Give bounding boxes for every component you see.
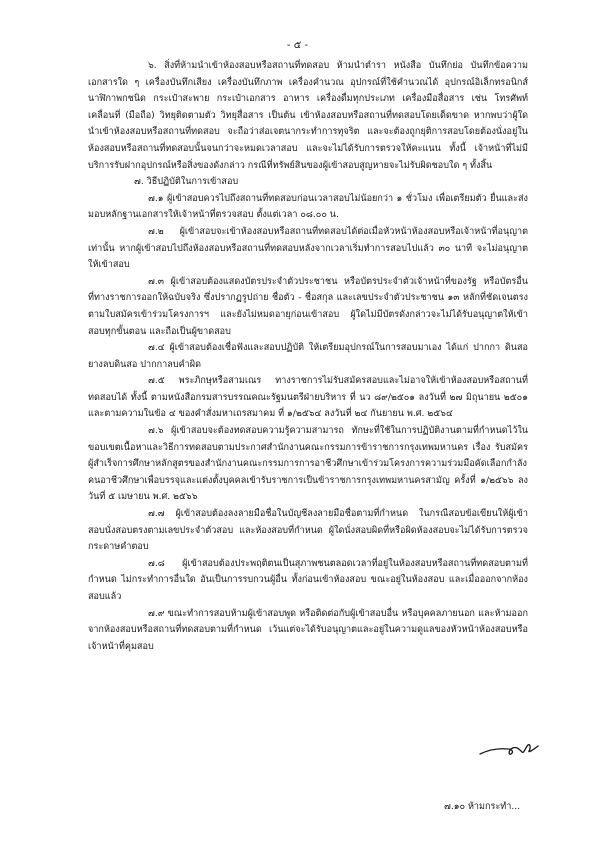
item-7-5: ๗.๕ พระภิกษุหรือสามเณร ทางราชการไม่รับสมัครสอบและไม่อาจให้เข้าห้องสอบหรือสถานที่ทดสอบได้ ทั้งนี้ ตามหนังสือกรมสารบรรณคณะรัฐมนตรีฝ่ายบริหาร ที่ นว ๘๙/๒๕๐๑ ลงวันที่ ๒๗ มิถุนายน ๒๕๐๑ และตามความในข้อ ๔ ของคำสั่งมหาเถรสมาคม ที่ ๑/๒๕๖๔ ลงวันที่ ๒๔ กันยายน พ.ศ. ๒๕๖๔ xyxy=(88,376,528,420)
section-6-paragraph: ๖. สิ่งที่ห้ามนำเข้าห้องสอบหรือสถานที่ทดสอบ ห้ามนำตำรา หนังสือ บันทึกย่อ บันทึกข้อความ เอกสารใด ๆ เครื่องบันทึกเสียง เครื่องบันทึกภาพ เครื่องคำนวณ อุปกรณ์ที่ใช้คำนวณได้ อุปกรณ์อิเล็กทรอนิกส์ นาฬิกาพกชนิด กระเป๋าสะพาย กระเป๋าเอกสาร อาหาร เครื่องดื่มทุกประเภท เครื่องมือสื่อสาร เช่น โทรศัพท์เคลื่อนที่ (มือถือ) วิทยุติดตามตัว วิทยุสื่อสาร เป็นต้น เข้าห้องสอบหรือสถานที่ทดสอบโดยเด็ดขาด หากพบว่าผู้ใดนำเข้าห้องสอบหรือสถานที่ทดสอบ จะถือว่าส่อเจตนากระทำการทุจริต และจะต้องถูกยุติการสอบโดยต้องนั่งอยู่ในห้องสอบหรือสถานที่ทดสอบนั้นจนกว่าจะหมดเวลาสอบ และจะไม่ได้รับการตรวจให้คะแนน ทั้งนี้ เจ้าหน้าที่ไม่มีบริการรับฝากอุปกรณ์หรือสิ่งของดังกล่าว กรณีที่ทรัพย์สินของผู้เข้าสอบสูญหายจะไม่รับผิดชอบใด ๆ ทั้งสิ้น xyxy=(88,61,528,171)
item-7-3: ๗.๓ ผู้เข้าสอบต้องแสดงบัตรประจำตัวประชาชน หรือบัตรประจำตัวเจ้าหน้าที่ของรัฐ หรือบัตรอื่นที่ทางราชการออกให้ฉบับจริง ซึ่งปรากฏรูปถ่าย ชื่อตัว - ชื่อสกุล และเลขประจำตัวประชาชน ๑๓ หลักที่ชัดเจนตรงตามใบสมัครเข้าร่วมโครงการฯ และยังไม่หมดอายุก่อนเข้าสอบ ผู้ใดไม่มีบัตรดังกล่าวจะไม่ได้รับอนุญาตให้เข้าสอบทุกขั้นตอน และถือเป็นผู้ขาดสอบ xyxy=(88,276,528,337)
document-body xyxy=(88,58,528,655)
item-7-9: ๗.๙ ขณะทำการสอบห้ามผู้เข้าสอบพูด หรือติดต่อกับผู้เข้าสอบอื่น หรือบุคคลภายนอก และห้ามออกจากห้องสอบหรือสถานที่ทดสอบตามที่กำหนด เว้นแต่จะได้รับอนุญาตและอยู่ในความดูแลของหัวหน้าห้องสอบหรือเจ้าหน้าที่คุมสอบ xyxy=(88,608,528,652)
item-7-4: ๗.๔ ผู้เข้าสอบต้องเชื่อฟังและสอบปฏิบัติ ให้เตรียมอุปกรณ์ในการสอบมาเอง ได้แก่ ปากกา ดินสอ ยางลบดินสอ ปากกาลบคำผิด xyxy=(88,343,528,370)
item-7-6: ๗.๖ ผู้เข้าสอบจะต้องทดสอบความรู้ความสามารถ ทักษะที่ใช้ในการปฏิบัติงานตามที่กำหนดไว้ในขอบเขตเนื้อหาและวิธีการทดสอบตามประกาศสำนักงานคณะกรรมการข้าราชการกรุงเทพมหานคร เรื่อง รับสมัครผู้สำเร็จการศึกษาหลักสูตรของสำนักงานคณะกรรมการการอาชีวศึกษาเข้าร่วมโครงการความร่วมมือคัดเลือกกำลังคนอาชีวศึกษาเพื่อบรรจุและแต่งตั้งบุคคลเข้ารับราชการเป็นข้าราชการกรุงเทพมหานครสามัญ ครั้งที่ ๑/๒๕๖๖ ลงวันที่ ๕ เมษายน พ.ศ. ๒๕๖๖ xyxy=(88,426,528,503)
item-7-8: ๗.๘ ผู้เข้าสอบต้องประพฤติตนเป็นสุภาพชนตลอดเวลาที่อยู่ในห้องสอบหรือสถานที่ทดสอบตามที่กำหนด ไม่กระทำการอื่นใด อันเป็นการรบกวนผู้อื่น ทั้งก่อนเข้าห้องสอบ ขณะอยู่ในห้องสอบ และเมื่อออกจากห้องสอบแล้ว xyxy=(88,558,528,602)
item-7-1: ๗.๑ ผู้เข้าสอบควรไปถึงสถานที่ทดสอบก่อนเวลาสอบไม่น้อยกว่า ๑ ชั่วโมง เพื่อเตรียมตัว ยื่นและส่งมอบหลักฐานเอกสารให้เจ้าหน้าที่ตรวจสอบ ตั้งแต่เวลา ๐๘.๐๐ น. xyxy=(88,193,528,221)
item-7-7: ๗.๗ ผู้เข้าสอบต้องลงลายมือชื่อในบัญชีลงลายมือชื่อตามที่กำหนด ในกรณีสอบข้อเขียนให้ผู้เข้าสอบนั่งสอบตรงตามเลขประจำตัวสอบ และห้องสอบที่กำหนด ผู้ใดนั่งสอบผิดที่หรือผิดห้องสอบจะไม่ได้รับการตรวจกระดาษคำตอบ xyxy=(88,509,528,553)
page-number: - ๕ - xyxy=(286,40,309,51)
item-7-2: ๗.๒ ผู้เข้าสอบจะเข้าห้องสอบหรือสถานที่ทดสอบได้ต่อเมื่อหัวหน้าห้องสอบหรือเจ้าหน้าที่อนุญาตเท่านั้น หากผู้เข้าสอบไปถึงห้องสอบหรือสถานที่ทดสอบหลังจากเวลาเริ่มทำการสอบไปแล้ว ๓๐ นาที จะไม่อนุญาตให้เข้าสอบ xyxy=(88,226,528,271)
section-7-heading: ๗. วิธีปฏิบัติในการเข้าสอบ xyxy=(134,177,239,188)
signature-mark xyxy=(478,736,540,760)
continuation-note: ๗.๑๐ ห้ามกระทำ... xyxy=(444,802,521,812)
